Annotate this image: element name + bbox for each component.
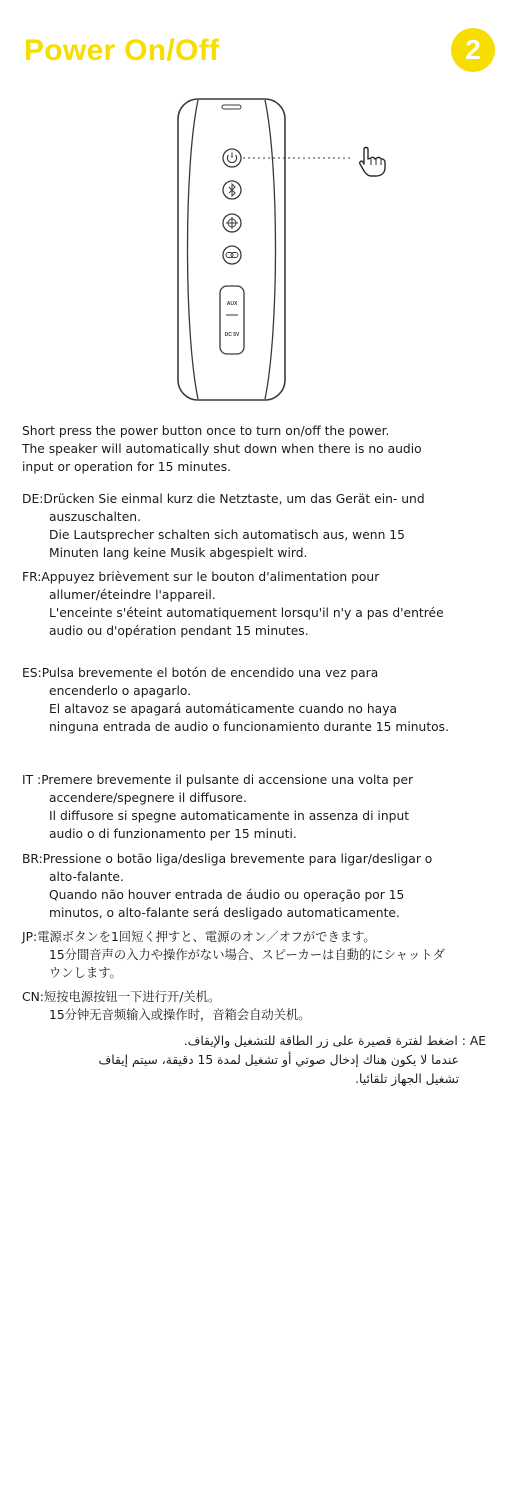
entry-line: auszuschalten. [49, 510, 141, 524]
entry-first-line: اضغط لفترة قصيرة على زر الطاقة للتشغيل والإيقاف. [183, 1034, 458, 1048]
entry-line: Minuten lang keine Musik abgespielt wird. [49, 546, 308, 560]
entry-first-line: 短按电源按钮一下进行开/关机。 [43, 990, 221, 1004]
entry-first-line: Appuyez brièvement sur le bouton d'alimentation pour [41, 570, 380, 584]
language-code: JP: [22, 930, 38, 944]
entry-line: audio ou d'opération pendant 15 minutes. [49, 624, 309, 638]
page-number-badge: 2 [451, 28, 495, 72]
bluetooth-icon [223, 181, 241, 199]
entry-line: عندما لا يكون هناك إدخال صوتي أو تشغيل لمدة 15 دقيقة، سيتم إيقاف [98, 1053, 459, 1067]
entry-line: ninguna entrada de audio o funcionamiento durante 15 minutos. [49, 720, 449, 734]
section-fr [22, 568, 444, 640]
intro-line-2: The speaker will automatically shut down when there is no audio [22, 442, 422, 456]
section-it [22, 771, 413, 843]
language-code: DE: [22, 492, 44, 506]
entry-first-line: Pulsa brevemente el botón de encendido una vez para [41, 666, 379, 680]
link-icon [223, 246, 241, 264]
section-es [22, 664, 449, 736]
language-code: BR: [22, 852, 43, 866]
entry-line: 15分間音声の入力や操作がない場合、スピーカーは自動的にシャットダ [49, 948, 445, 962]
section-de [22, 490, 425, 562]
dc-port-label: DC 5V [224, 332, 240, 338]
entry-line: ウンします。 [49, 966, 122, 980]
entry-line: L'enceinte s'éteint automatiquement lorsqu'il n'y a pas d'entrée [49, 606, 444, 620]
aux-port-label: AUX [226, 301, 238, 307]
entry-line: Il diffusore si spegne automaticamente in assenza di input [49, 809, 410, 823]
entry-line: allumer/éteindre l'appareil. [49, 588, 216, 602]
language-code: CN: [22, 990, 44, 1004]
entry-first-line: Premere brevemente il pulsante di accensione una volta per [41, 773, 414, 787]
entry-line: encenderlo o apagarlo. [49, 684, 192, 698]
party-mode-icon [223, 214, 241, 232]
section-jp [22, 928, 445, 982]
power-icon [223, 149, 241, 167]
entry-line: Die Lautsprecher schalten sich automatisch aus, wenn 15 [49, 528, 405, 542]
section-br [22, 850, 432, 922]
entry-first-line: Drücken Sie einmal kurz die Netztaste, um das Gerät ein- und [43, 492, 425, 506]
entry-line: minutos, o alto-falante será desligado automaticamente. [49, 906, 400, 920]
language-code: ES: [22, 666, 42, 680]
entry-first-line: Pressione o botão liga/desliga brevemente para ligar/desligar o [42, 852, 433, 866]
entry-line: Quando não houver entrada de áudio ou operação por 15 [49, 888, 405, 902]
entry-line: accendere/spegnere il diffusore. [49, 791, 247, 805]
entry-line: 15分钟无音频输入或操作时，音箱会自动关机。 [49, 1008, 311, 1022]
language-code: AE : [461, 1034, 486, 1048]
language-code: IT : [22, 773, 42, 787]
intro-line-1: Short press the power button once to turn on/off the power. [22, 424, 390, 438]
speaker-illustration [150, 96, 410, 406]
entry-line: audio o di funzionamento per 15 minuti. [49, 827, 297, 841]
language-code: FR: [22, 570, 42, 584]
hand-pointer-icon [360, 148, 385, 177]
section-cn [22, 988, 311, 1024]
entry-line: El altavoz se apagará automáticamente cuando no haya [49, 702, 398, 716]
page-title: Power On/Off [24, 34, 220, 67]
entry-line: alto-falante. [49, 870, 124, 884]
entry-first-line: 電源ボタンを1回短く押すと、電源のオン／オフができます。 [37, 930, 376, 944]
section-ae [98, 1032, 486, 1089]
intro-line-3: input or operation for 15 minutes. [22, 460, 232, 474]
entry-line: تشغيل الجهاز تلقائيا. [355, 1072, 459, 1086]
